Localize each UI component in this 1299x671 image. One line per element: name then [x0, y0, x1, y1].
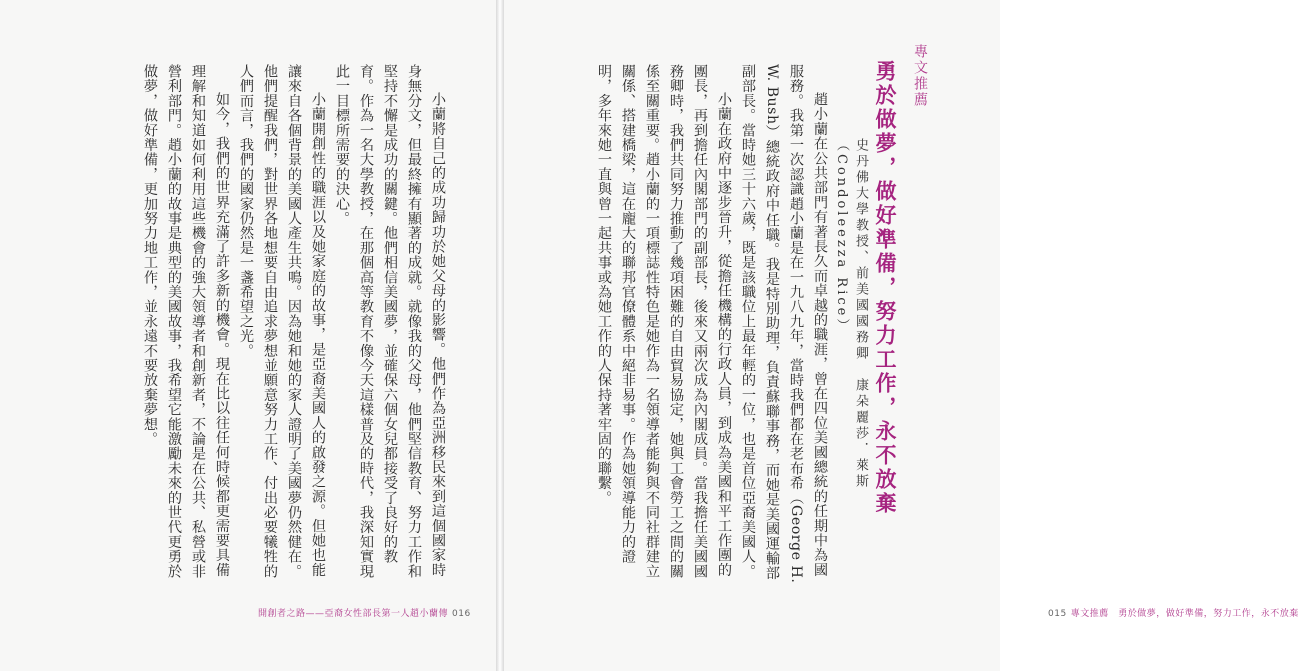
running-title: 開創者之路——亞裔女性部長第一人趙小蘭傳: [258, 609, 449, 619]
running-title: 專文推薦 勇於做夢，做好準備，努力工作，永不放棄: [1070, 609, 1299, 619]
chapter-header: [870, 40, 930, 580]
page-number: 015: [1048, 609, 1067, 619]
left-page: [0, 0, 496, 671]
right-page-footer: [1044, 606, 1299, 619]
paragraph: 如今，我們的世界充滿了許多新的機會。現在比以往任何時候都更需要具備理解和知道如何利用這些機會的強大領導者和創新者，不論是在公共、私營或非營利部門。趙小蘭的故事是典型的美國故事，我希望它能激勵未來的世代更勇於做夢，做好準備，更加努力地工作，並永遠不要放棄夢想。: [142, 64, 230, 579]
paragraph: 小蘭在政府中逐步晉升，從擔任機構的行政人員，到成為美國和平工作團的團長，再到擔任內閣部門的副部長，後來又兩次成為內閣成員。當我擔任美國國務卿時，我們共同努力推動了幾項困難的自由貿易協定，她與工會勞工之間的關係至關重要。趙小蘭的一項標誌性特色是她作為一名領導者能夠與不同社群建立關係、搭建橋梁，這在龐大的聯邦官僚體系中絕非易事。作為她領導能力的證明，多年來她一直與曾一起共事或為她工作的人保持著牢固的聯繫。: [596, 64, 732, 579]
paragraph: 小蘭將自己的成功歸功於她父母的影響。他們作為亞洲移民來到這個國家時身無分文，但最終擁有顯著的成就。就像我的父母，他們堅信教育、努力工作和堅持不懈是成功的關鍵。他們相信美國夢，並確保六個女兒都接受了良好的教育。作為一名大學教授，在那個高等教育不像今天這樣普及的時代，我深知實現此一目標所需要的決心。: [334, 64, 446, 579]
page-number: 016: [452, 609, 471, 619]
right-page: [504, 0, 1299, 671]
left-page-footer: [258, 606, 475, 619]
paragraph: 趙小蘭在公共部門有著長久而卓越的職涯，曾在四位美國總統的任期中為國服務。我第一次認識趙小蘭是在一九八九年，當時我們都在老布希（George H. W. Bush）總統政府中任職。我是特別助理，負責蘇聯事務，而她是美國運輸部副部長。當時她三十六歲，既是該職位上最年輕的一位，也是首位亞裔美國人。: [740, 64, 828, 584]
right-page-body: [502, 64, 832, 584]
left-page-body: [30, 64, 450, 584]
author-byline: 史丹佛大學教授、前美國國務卿 康朵麗莎．萊斯（Condoleezza Rice）: [834, 138, 868, 490]
section-label: 專文推薦: [912, 44, 928, 108]
chapter-title: 勇於做夢，做好準備，努力工作，永不放棄: [873, 60, 897, 516]
paragraph: 小蘭開創性的職涯以及她家庭的故事，是亞裔美國人的啟發之源。但她也能讓來自各個背景的美國人產生共鳴。因為她和她的家人證明了美國夢仍然健在。他們提醒我們，對世界各地想要自由追求夢想並願意努力工作、付出必要犧牲的人們而言，我們的國家仍然是一盞希望之光。: [238, 64, 326, 579]
